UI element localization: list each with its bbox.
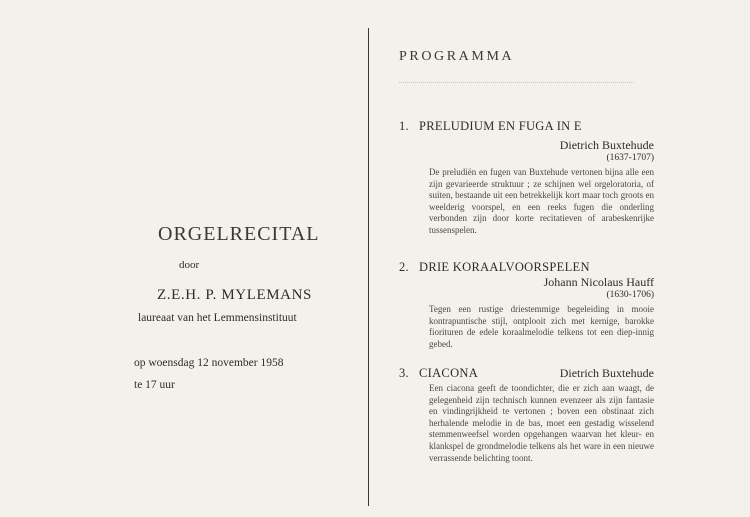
item-composer-dates: (1630-1706) <box>606 290 654 300</box>
cover-panel <box>0 0 368 517</box>
recital-title: ORGELRECITAL <box>158 223 320 245</box>
event-time: te 17 uur <box>134 379 175 391</box>
item-number: 2. <box>399 260 409 274</box>
by-label: door <box>179 259 200 271</box>
item-title-text: DRIE KORAALVOORSPELEN <box>419 260 590 274</box>
performer-subtitle: laureaat van het Lemmensinstituut <box>138 312 297 324</box>
program-heading: PROGRAMMA <box>399 49 515 64</box>
item-composer-dates: (1637-1707) <box>606 153 654 163</box>
program-panel <box>369 0 750 517</box>
item-number: 3. <box>399 366 409 380</box>
item-description: Tegen een rustige driestemmige begeleiding in mooie kontrapuntische stijl, ontplooit zich met kernige, barokke fiorituren de edele koraalmelodie telkens tot een diep-innig gebed. <box>429 304 654 349</box>
heading-divider <box>399 82 634 83</box>
program-item-title <box>399 119 582 134</box>
performer-name: Z.E.H. P. MYLEMANS <box>157 287 312 303</box>
item-description: De preludiën en fugen van Buxtehude vertonen bijna alle een zijn gevarieerde struktuur ; ze schijnen wel orgeloratoria, of suiten, bestaande uit een betrekkelijk kort maar toch groots en weelderig voorspel, en een reeks fugen die onderling verbonden zijn door korte recitatieven of arabeskenrijke tussenspelen. <box>429 167 654 235</box>
item-composer: Johann Nicolaus Hauff <box>543 275 654 289</box>
item-title-text: CIACONA <box>419 366 479 380</box>
item-description: Een ciacona geeft de toondichter, die er zich aan waagt, de gelegenheid zijn technisch kunnen evenzeer als zijn fantasie en vindingrijkheid te vertonen ; boven een obstinaat zich herhalende melodie in de bas, moet een gestadig wisselend stemmenweefsel worden opgehangen waarvan het kleur- en klankspel de grondmelodie telkens als het ware in een nieuwe verrassende belichting toont. <box>429 383 654 463</box>
item-composer: Dietrich Buxtehude <box>559 366 654 380</box>
event-date: op woensdag 12 november 1958 <box>134 357 284 369</box>
program-item-title <box>399 366 478 381</box>
item-number: 1. <box>399 119 409 133</box>
item-composer: Dietrich Buxtehude <box>559 138 654 152</box>
item-title-text: PRELUDIUM EN FUGA IN E <box>419 119 582 133</box>
program-item-title <box>399 260 590 275</box>
